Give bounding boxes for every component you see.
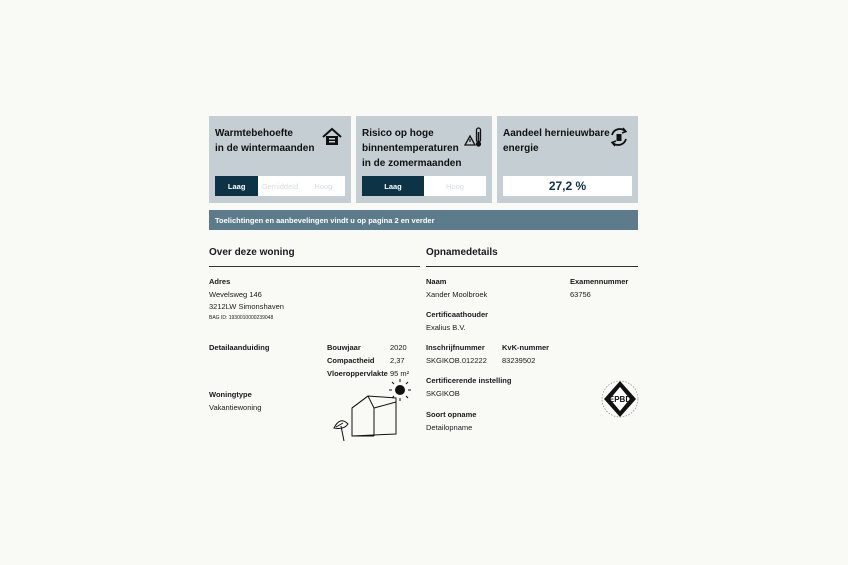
inschrijf-label: Inschrijfnummer (426, 343, 485, 352)
option-hoog: Hoog (314, 181, 333, 191)
woningtype-label: Woningtype (209, 390, 252, 399)
adres-straat: Wevelsweg 146 (209, 290, 262, 299)
cert-label: Certificaathouder (426, 310, 489, 319)
bouwjaar-label: Bouwjaar (327, 343, 361, 352)
naam-label: Naam (426, 277, 447, 286)
card-title: Warmtebehoefte in de wintermaanden (215, 128, 315, 154)
card-renewable-share (497, 116, 638, 203)
kvk-value: 83239502 (502, 356, 536, 365)
card-title: Risico op hoge binnentemperaturen in de zomermaanden (362, 128, 462, 169)
option-hoog: Hoog (446, 181, 464, 191)
house-icon (352, 396, 396, 436)
bag-id: BAG ID: 1930010000239048 (209, 315, 274, 321)
soort-value: Detailopname (426, 423, 473, 432)
section-title-opname: Opnamedetails (426, 247, 498, 258)
adres-label: Adres (209, 277, 231, 286)
divider (209, 266, 420, 267)
card-title: Aandeel hernieuwbare energie (503, 128, 610, 154)
thermometer-warning-icon (462, 126, 484, 148)
renewable-cycle-icon (608, 126, 630, 148)
bouwjaar-value: 2020 (390, 343, 407, 352)
house-illustration (330, 378, 415, 444)
soort-label: Soort opname (426, 410, 477, 419)
house-heat-icon (321, 126, 343, 148)
heat-demand-scale (215, 176, 345, 196)
vloer-label: Vloeroppervlakte (327, 369, 388, 378)
vloer-value: 95 m² (390, 369, 410, 378)
compactheid-label: Compactheid (327, 356, 375, 365)
option-gemiddeld: Gemiddeld (261, 181, 299, 191)
instelling-label: Certificerende instelling (426, 376, 512, 385)
card-overheating-risk (356, 116, 492, 203)
card-heat-demand (209, 116, 351, 203)
section-title-woning: Over deze woning (209, 247, 295, 258)
divider (426, 266, 638, 267)
detail-label: Detailaanduiding (209, 343, 270, 352)
compactheid-value: 2,37 (390, 356, 405, 365)
option-laag: Laag (362, 176, 424, 196)
epbd-logo-icon (600, 377, 640, 421)
info-banner: Toelichtingen en aanbevelingen vindt u op pagina 2 en verder (209, 210, 638, 230)
examen-label: Examennummer (570, 277, 629, 286)
cert-value: Exalius B.V. (426, 323, 466, 332)
instelling-value: SKGIKOB (426, 389, 460, 398)
inschrijf-value: SKGIKOB.012222 (426, 356, 487, 365)
naam-value: Xander Moolbroek (426, 290, 488, 299)
logo-text: EPBD (608, 395, 632, 404)
adres-plaats: 3212LW Simonshaven (209, 302, 284, 311)
renewable-share-value: 27,2 % (503, 176, 632, 196)
kvk-label: KvK-nummer (502, 343, 550, 352)
tree-icon (334, 421, 348, 441)
woningtype-value: Vakantiewoning (209, 403, 262, 412)
overheating-scale (362, 176, 486, 196)
option-laag: Laag (215, 176, 258, 196)
examen-value: 63756 (570, 290, 591, 299)
